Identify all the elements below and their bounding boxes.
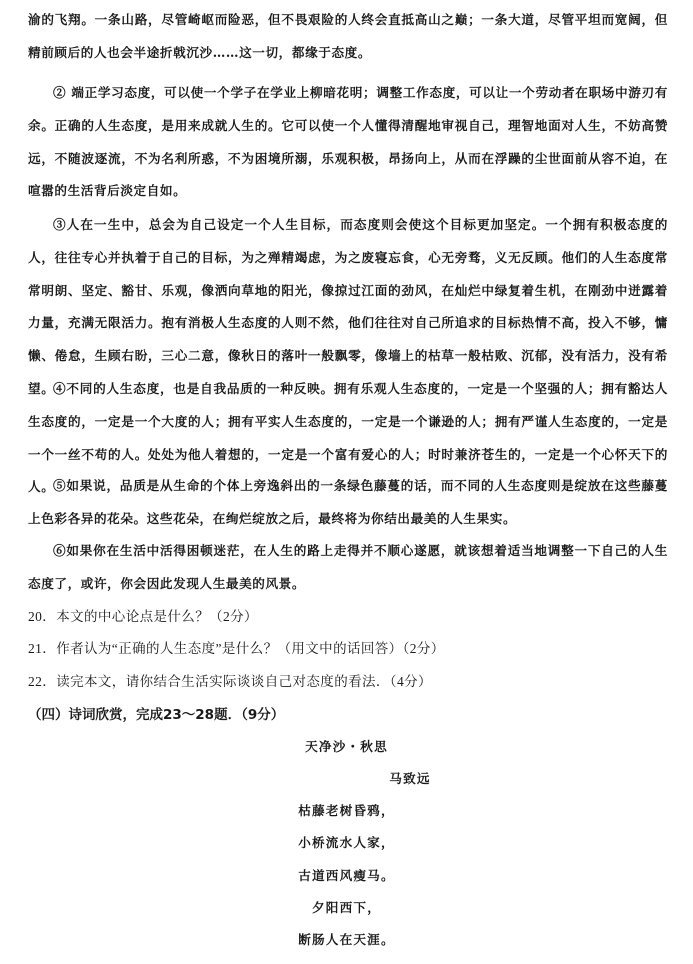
article-paragraph-1-continued: 渝的飞翔。一条山路，尽管崎岖而险恶，但不畏艰险的人终会直抵高山之巅；一条大道，尽管平坦而宽阔，但精前顾后的人也会半途折戟沉沙……这一切，都缘于态度。	[28, 12, 668, 60]
question-21: 21．作者认为“正确的人生态度”是什么？（用文中的话回答）（2分）	[28, 641, 445, 656]
article-paragraph-3: ③人在一生中，总会为自己设定一个人生目标，而态度则会使这个目标更加坚定。一个拥有积极态度的人，往往专心并执着于自己的目标，为之殚精竭虑，为之废寝忘食，心无旁骛，义无反顾。他们的人生态度常常明朗、坚定、豁甘、乐观，像洒向草地的阳光，像掠过江面的劲风，在灿烂中绿复着生机，在刚劲中迸露着力量，充满无限活力。抱有消极人生态度的人则不然，他们往往对自己所追求的目标热情不高，投入不够，慵懒、倦怠，生顾右盼，三心二意，像秋日的落叶一般飘零，像墙上的枯草一般枯败、沉郁，没有活力，没有希望。	[28, 217, 668, 396]
poem-line-2: 小桥流水人家，	[298, 835, 395, 850]
question-22: 22．读完本文，请你结合生活实际谈谈自己对态度的看法．（4分）	[28, 674, 432, 689]
article-paragraph-5: ⑤如果说，品质是从生命的个体上旁逸斜出的一条绿色藤蔓的话，而不同的人生态度则是绽放在这些藤蔓上色彩各异的花朵。这些花朵，在绚烂绽放之后，最终将为你结出最美的人生果实。	[28, 478, 668, 526]
article-paragraph-2: ② 端正学习态度，可以使一个学子在学业上柳暗花明；调整工作态度，可以让一个劳动者在职场中游刃有余。正确的人生态度，是用来成就人生的。它可以使一个人懂得清醒地审视自己，理智地面对人生，不妨高赞远，不随波逐流，不为名利所惑，不为困境所溺，乐观积极，昂扬向上，从而在浮躁的尘世面前从容不迫，在喧嚣的生活背后淡定自如。	[28, 85, 668, 199]
poem-author: 马致远	[389, 771, 431, 786]
section-title-poetry: （四）诗词欣赏，完成23～28题．（9分）	[28, 707, 285, 723]
article-paragraph-4: ④不同的人生态度，也是自我品质的一种反映。拥有乐观人生态度的，一定是一个坚强的人；拥有豁达人生态度的，一定是一个大度的人；拥有平实人生态度的，一定是一个谦逊的人；拥有严谨人生态度的，一定是一个一丝不苟的人。处处为他人着想的，一定是一个富有爱心的人；时时兼济苍生的，一定是一个心怀天下的人。	[28, 381, 668, 495]
poem-line-4: 夕阳西下，	[312, 900, 381, 915]
poem-line-3: 古道西风瘦马。	[298, 868, 395, 883]
poem-line-1: 枯藤老树昏鸦，	[298, 803, 395, 818]
question-20: 20．本文的中心论点是什么？（2分）	[28, 609, 258, 624]
poem-line-5: 断肠人在天涯。	[298, 932, 395, 947]
poem-title: 天净沙・秋思	[305, 739, 388, 754]
article-paragraph-6: ⑥如果你在生活中活得困顿迷茫，在人生的路上走得并不顺心遂愿，就该想着适当地调整一下自己的人生态度了，或许，你会因此发现人生最美的风景。	[28, 543, 668, 591]
